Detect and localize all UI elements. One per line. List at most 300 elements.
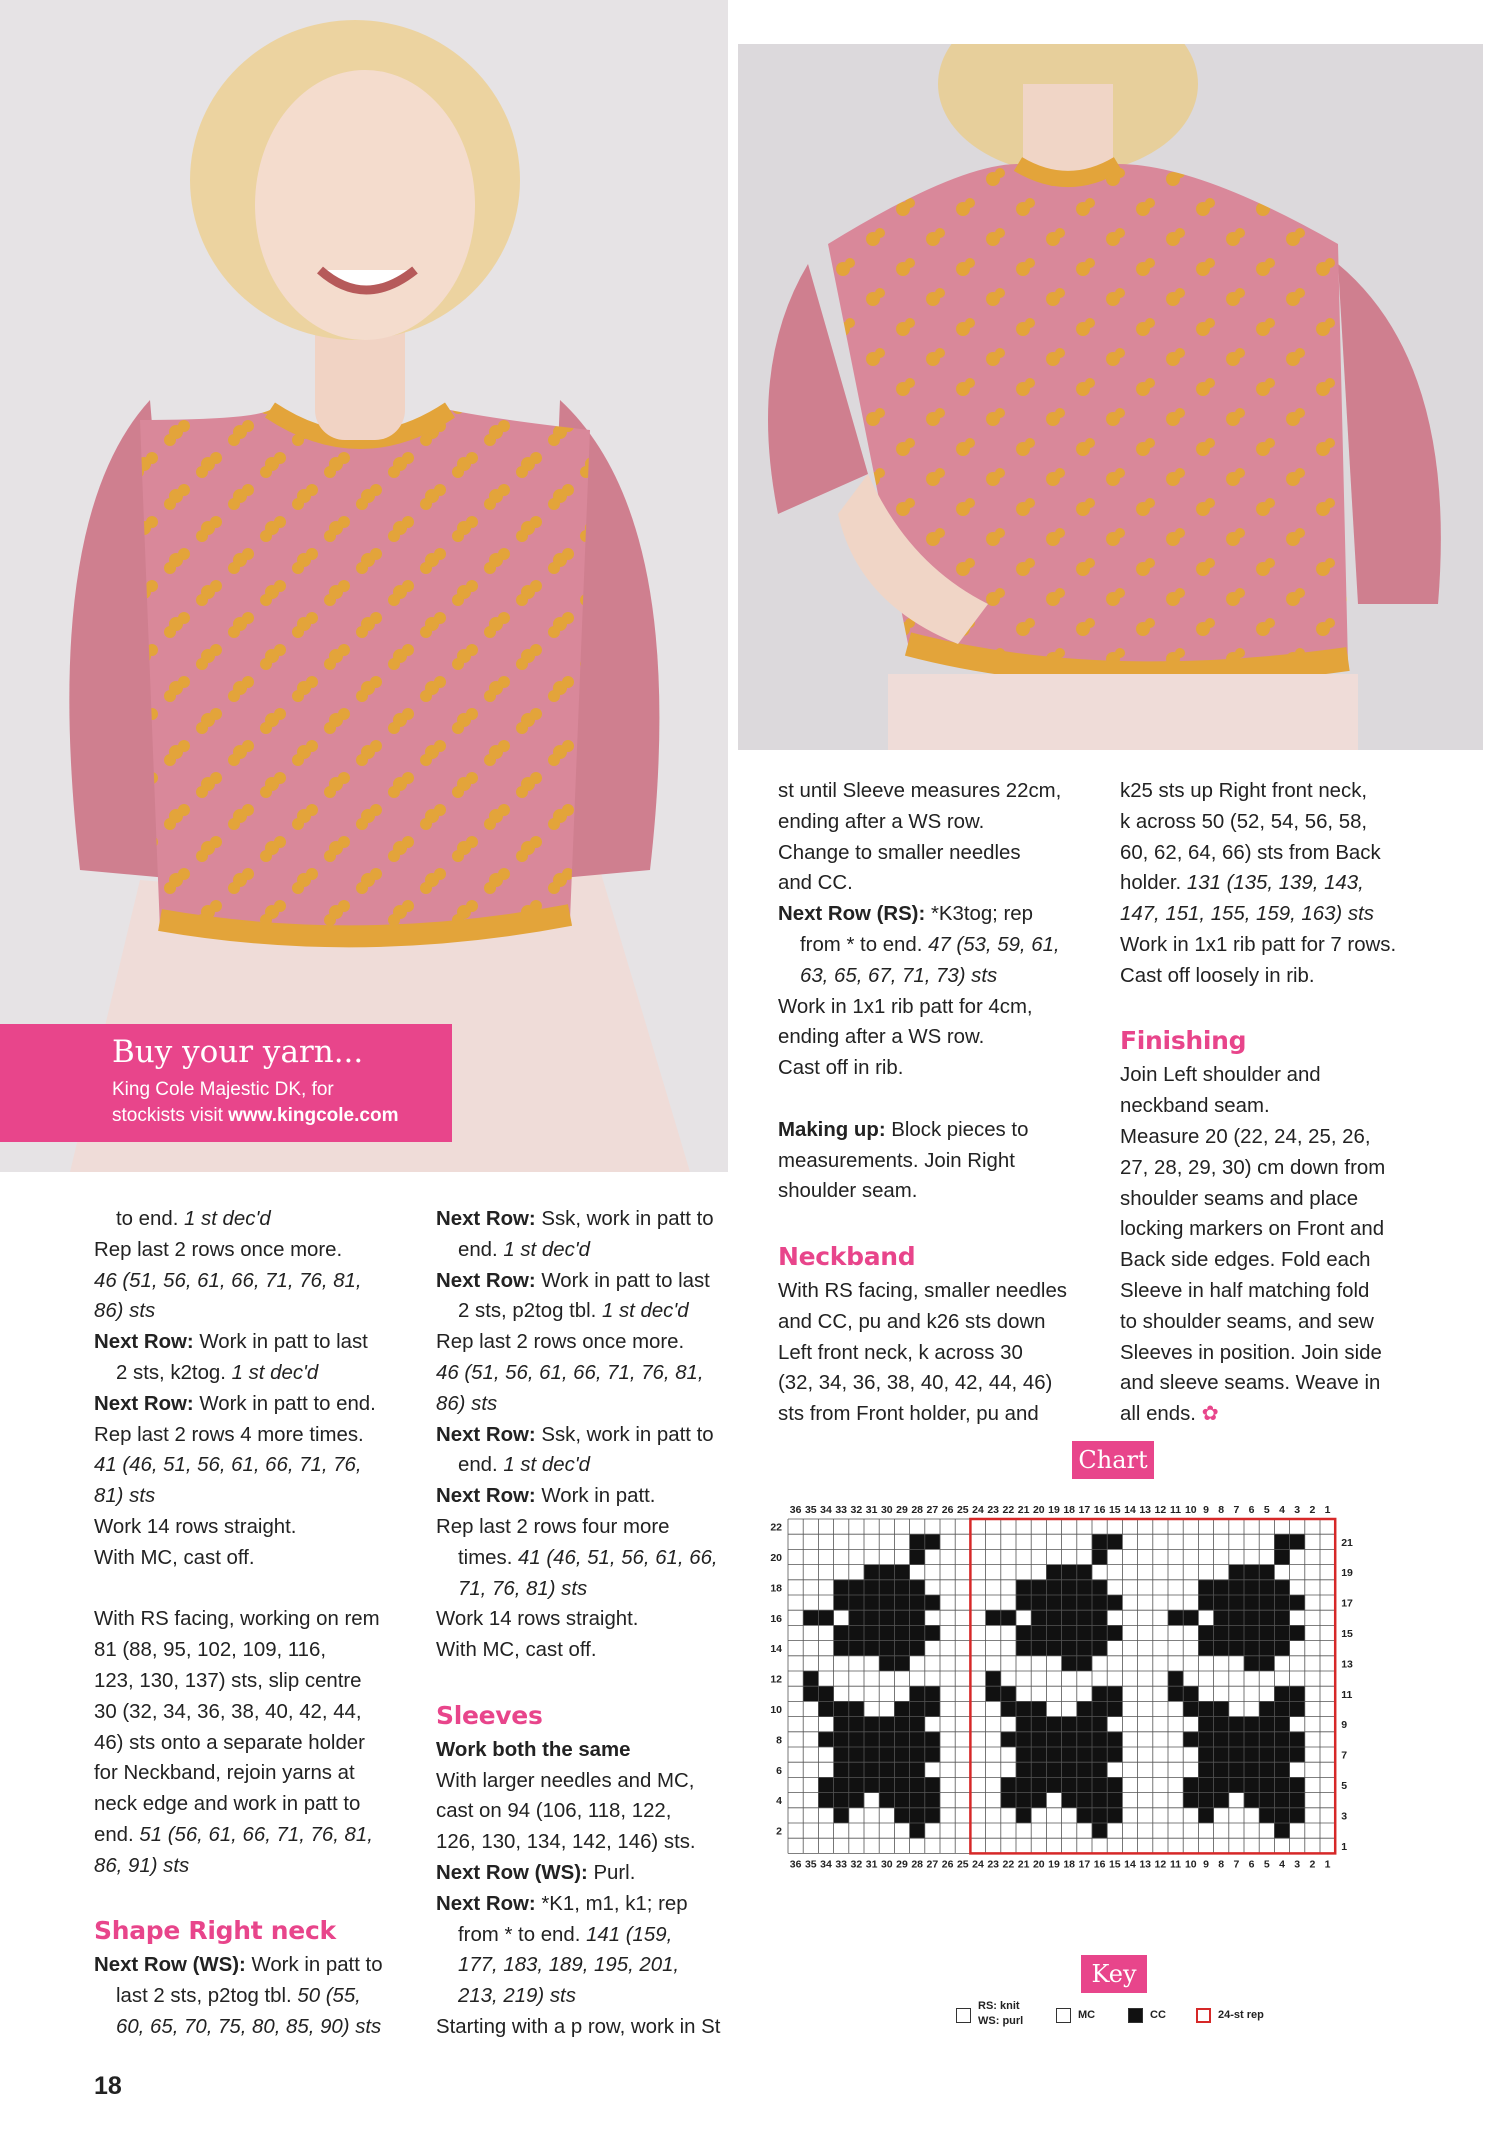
text-line [436,1827,756,1858]
chart-cc-cell [1229,1580,1244,1595]
chart-heading: Chart [1072,1441,1154,1479]
chart-cc-cell [1031,1747,1046,1762]
paragraph-gap [94,1574,414,1605]
text-line [778,1146,1098,1177]
chart-cc-cell [986,1671,1001,1686]
chart-cc-cell [1259,1747,1274,1762]
chart-cc-cell [1092,1580,1107,1595]
chart-cc-cell [1168,1610,1183,1625]
chart-cc-cell [1031,1777,1046,1792]
chart-column-label: 19 [1048,1504,1060,1516]
text-line [94,1358,414,1389]
chart-cc-cell [1259,1762,1274,1777]
chart-cc-cell [1259,1580,1274,1595]
chart-cc-cell [1031,1717,1046,1732]
chart-cc-cell [1259,1610,1274,1625]
chart-cc-cell [1062,1793,1077,1808]
chart-column-label: 17 [1078,1858,1091,1871]
text-segment: st until Sleeve measures 22cm, [778,780,1062,802]
chart-cc-cell [910,1732,925,1747]
chart-cc-cell [894,1793,909,1808]
chart-cc-cell [1244,1656,1259,1671]
chart-cc-cell [1274,1793,1289,1808]
chart-cc-cell [834,1793,849,1808]
text-segment: from * to end. [800,933,929,956]
chart-cc-cell [1214,1580,1229,1595]
chart-column-label: 12 [1154,1858,1167,1871]
chart-cc-cell [1046,1717,1061,1732]
chart-cc-cell [910,1747,925,1762]
text-segment: 1 st dec'd [503,1238,590,1261]
text-segment: Cast off in rib. [778,1057,904,1080]
text-segment: Next Row (WS): [436,1861,594,1884]
chart-cc-cell [849,1717,864,1732]
chart-cc-cell [1259,1808,1274,1823]
text-line [94,2012,414,2043]
chart-column-label: 10 [1184,1858,1197,1871]
chart-cc-cell [818,1732,833,1747]
chart-cc-cell [1107,1808,1122,1823]
chart-cc-cell [834,1595,849,1610]
text-line [1120,838,1440,869]
text-line [94,1635,414,1666]
chart-cc-cell [1244,1747,1259,1762]
chart-cc-cell [925,1686,940,1701]
section-heading [436,1697,756,1735]
chart-cc-cell [1229,1595,1244,1610]
text-segment: holder. [1120,872,1187,895]
text-segment: 2 sts, p2tog tbl. [458,1300,602,1323]
chart-column-label: 33 [835,1858,848,1871]
chart-cc-cell [1077,1747,1092,1762]
text-line [778,1338,1098,1369]
text-segment: Next Row: [94,1331,200,1354]
chart-cc-cell [1092,1808,1107,1823]
chart-cc-cell [1046,1777,1061,1792]
chart-cc-cell [1290,1808,1305,1823]
chart-cc-cell [1259,1793,1274,1808]
chart-cc-cell [1274,1762,1289,1777]
chart-cc-cell [910,1595,925,1610]
text-line [436,1950,756,1981]
chart-cc-cell [1046,1625,1061,1640]
text-segment: Work in 1x1 rib patt for 7 rows. [1120,933,1397,956]
text-line [1120,1399,1440,1430]
chart-cc-cell [1001,1701,1016,1716]
text-segment: 1 st dec'd [184,1208,271,1230]
text-line [436,1981,756,2012]
chart-cc-cell [1290,1701,1305,1716]
text-line [1120,1245,1440,1276]
yarn-website-link[interactable]: www.kingcole.com [228,1105,399,1126]
text-line [436,1543,756,1574]
text-line [94,1543,414,1574]
chart-cc-cell [894,1777,909,1792]
text-segment: 86) sts [436,1392,498,1415]
text-segment: Starting with a p row, work in St [436,2015,721,2038]
text-line [1120,899,1440,930]
chart-cc-cell [1001,1686,1016,1701]
chart-cc-cell [1229,1777,1244,1792]
text-segment: Neckband [778,1241,916,1271]
text-column-2 [436,1204,756,2043]
text-segment: Work 14 rows straight. [94,1515,297,1538]
chart-cc-cell [1183,1732,1198,1747]
chart-cc-cell [1077,1641,1092,1656]
buy-yarn-line: King Cole Majestic DK, for [112,1079,334,1100]
chart-cc-cell [1046,1565,1061,1580]
chart-cc-cell [1031,1580,1046,1595]
chart-cc-cell [1046,1610,1061,1625]
chart-cc-cell [1092,1762,1107,1777]
chart-cc-cell [834,1777,849,1792]
chart-cc-cell [834,1732,849,1747]
text-segment: 2 sts, k2tog. [116,1361,232,1384]
chart-row-label: 21 [1341,1536,1353,1549]
chart-column-label: 9 [1203,1858,1209,1871]
chart-cc-cell [910,1641,925,1656]
text-segment: 86) sts [94,1300,156,1323]
chart-column-label: 18 [1063,1858,1076,1871]
text-segment: last 2 sts, p2tog tbl. [116,1985,298,2008]
text-segment: With RS facing, smaller needles [778,1279,1067,1302]
chart-cc-cell [1244,1625,1259,1640]
text-line [778,838,1098,869]
chart-cc-cell [1274,1595,1289,1610]
chart-cc-cell [1062,1762,1077,1777]
text-line [94,1820,414,1851]
chart-column-label: 1 [1324,1504,1331,1516]
text-segment: 141 (159, [586,1923,673,1946]
chart-cc-cell [1274,1686,1289,1701]
text-segment: Next Row: [94,1392,200,1415]
chart-column-label: 35 [804,1504,817,1516]
chart-cc-cell [864,1732,879,1747]
chart-cc-cell [894,1762,909,1777]
text-segment: for Neckband, rejoin yarns at [94,1762,355,1785]
chart-cc-cell [1274,1747,1289,1762]
text-line [94,1450,414,1481]
chart-cc-cell [910,1549,925,1564]
chart-cc-cell [1198,1747,1213,1762]
chart-column-label: 5 [1263,1858,1270,1871]
text-segment: 71, 76, 81) sts [458,1577,588,1600]
chart-cc-cell [910,1777,925,1792]
key-swatch [1056,2008,1071,2023]
chart-cc-cell [1031,1610,1046,1625]
chart-column-label: 20 [1032,1504,1045,1516]
chart-cc-cell [849,1595,864,1610]
chart-column-label: 27 [926,1504,939,1516]
chart-cc-cell [1274,1549,1289,1564]
text-segment: end. [458,1238,504,1261]
chart-column-label: 25 [956,1504,969,1516]
chart-cc-cell [1107,1534,1122,1549]
text-segment: times. [458,1546,519,1569]
text-segment: and CC. [778,872,853,895]
chart-cc-cell [803,1671,818,1686]
chart-cc-cell [879,1762,894,1777]
chart-cc-cell [1077,1565,1092,1580]
text-line [778,1399,1098,1430]
chart-cc-cell [1244,1762,1259,1777]
chart-cc-cell [1274,1641,1289,1656]
chart-cc-cell [1198,1777,1213,1792]
chart-cc-cell [1274,1625,1289,1640]
chart-column-label: 8 [1218,1504,1225,1516]
text-segment: Work in patt to last [199,1331,368,1354]
chart-cc-cell [925,1625,940,1640]
chart-cc-cell [879,1565,894,1580]
chart-cc-cell [910,1625,925,1640]
chart-cc-cell [864,1641,879,1656]
chart-row-label: 20 [770,1552,782,1564]
chart-cc-cell [1046,1762,1061,1777]
text-segment: (32, 34, 36, 38, 40, 42, 44, 46) [778,1372,1053,1395]
chart-column-label: 20 [1032,1858,1045,1871]
chart-cc-cell [910,1793,925,1808]
key-label: CC [1150,2009,1166,2021]
chart-cc-cell [1198,1793,1213,1808]
chart-column-label: 16 [1093,1504,1106,1516]
key-heading: Key [1081,1955,1147,1993]
chart-column-label: 7 [1233,1858,1240,1871]
chart-cc-cell [1077,1610,1092,1625]
chart-cc-cell [1244,1641,1259,1656]
chart-row-label: 8 [776,1734,782,1747]
text-line [778,1368,1098,1399]
text-segment: Sleeves in position. Join side [1120,1341,1382,1364]
chart-cc-cell [1259,1732,1274,1747]
chart-cc-cell [1092,1610,1107,1625]
chart-cc-cell [834,1717,849,1732]
chart-column-label: 9 [1203,1504,1209,1516]
chart-cc-cell [1198,1641,1213,1656]
chart-cc-cell [1259,1625,1274,1640]
chart-cc-cell [1214,1595,1229,1610]
text-line [1120,1153,1440,1184]
text-segment: from * to end. [458,1923,587,1946]
paragraph-gap [1120,992,1440,1023]
chart-cc-cell [910,1808,925,1823]
text-segment: Sleeves [436,1700,543,1730]
chart-cc-cell [849,1762,864,1777]
chart-cc-cell [925,1701,940,1716]
text-line [436,1735,756,1766]
chart-cc-cell [834,1580,849,1595]
text-segment: Next Row: [436,1485,542,1508]
chart-column-label: 3 [1294,1504,1301,1516]
chart-cc-cell [1016,1732,1031,1747]
chart-cc-cell [1244,1777,1259,1792]
chart-cc-cell [894,1580,909,1595]
chart-column-label: 23 [987,1504,1000,1516]
chart-column-label: 31 [865,1858,878,1871]
chart-cc-cell [1229,1610,1244,1625]
chart-cc-cell [1214,1641,1229,1656]
buy-yarn-prefix: stockists visit [112,1105,229,1126]
text-segment: Rep last 2 rows once more. [436,1331,685,1354]
chart-cc-cell [894,1747,909,1762]
chart-cc-cell [910,1762,925,1777]
text-line [94,1604,414,1635]
chart-column-label: 23 [987,1858,1000,1871]
chart-cc-cell [1092,1747,1107,1762]
chart-cc-cell [1031,1762,1046,1777]
chart-cc-cell [1077,1793,1092,1808]
chart-cc-cell [1031,1793,1046,1808]
chart-column-label: 27 [926,1858,939,1871]
chart-cc-cell [879,1732,894,1747]
text-segment: end. [94,1823,140,1846]
chart-column-label: 2 [1309,1858,1316,1871]
text-segment: With MC, cast off. [436,1639,597,1662]
chart-cc-cell [1183,1793,1198,1808]
text-segment: Finishing [1120,1026,1247,1056]
chart-column-label: 5 [1263,1504,1270,1516]
chart-cc-cell [1168,1686,1183,1701]
text-segment: k across 50 (52, 54, 56, 58, [1120,810,1368,833]
page-number: 18 [94,2072,122,2100]
chart-cc-cell [1244,1610,1259,1625]
chart-cc-cell [1198,1762,1213,1777]
text-segment: With larger needles and MC, [436,1769,695,1792]
paragraph-gap [778,1207,1098,1238]
text-line [94,1950,414,1981]
chart-cc-cell [849,1732,864,1747]
chart-cc-cell [849,1793,864,1808]
chart-cc-cell [1274,1732,1289,1747]
text-line [94,1728,414,1759]
chart-cc-cell [1016,1808,1031,1823]
chart-cc-cell [1001,1732,1016,1747]
chart-column-label: 29 [896,1858,908,1871]
text-segment: shoulder seams and place [1120,1187,1359,1210]
text-segment: all ends. [1120,1403,1202,1426]
paragraph-gap [436,1666,756,1697]
text-segment: Work in patt to [251,1954,383,1977]
chart-column-label: 28 [911,1504,924,1516]
chart-cc-cell [1214,1717,1229,1732]
text-line [436,1766,756,1797]
chart-column-label: 21 [1017,1858,1030,1871]
chart-column-label: 14 [1124,1858,1136,1871]
chart-cc-cell [1183,1610,1198,1625]
text-segment: 131 (135, 139, 143, [1186,872,1364,895]
text-segment: Block pieces to [891,1118,1029,1141]
text-line [778,807,1098,838]
text-segment: Work in patt. [541,1485,656,1508]
text-line [778,930,1098,961]
chart-cc-cell [1259,1565,1274,1580]
text-line [436,1481,756,1512]
chart-row-label: 5 [1341,1780,1348,1792]
chart-row-label: 14 [770,1643,782,1656]
text-line [778,1053,1098,1084]
text-segment: Ssk, work in patt to [541,1423,714,1446]
text-segment: With RS facing, working on rem [94,1608,380,1631]
text-line [94,1697,414,1728]
chart-cc-cell [1016,1595,1031,1610]
chart-cc-cell [1077,1625,1092,1640]
chart-cc-cell [1274,1534,1289,1549]
chart-cc-cell [1229,1747,1244,1762]
chart-cc-cell [1244,1793,1259,1808]
chart-cc-cell [1274,1701,1289,1716]
chart-cc-cell [1244,1595,1259,1610]
text-segment: Next Row: [436,1892,542,1915]
chart-cc-cell [834,1625,849,1640]
chart-cc-cell [1259,1656,1274,1671]
text-segment: Measure 20 (22, 24, 25, 26, [1120,1125,1371,1148]
text-line [94,1235,414,1266]
chart-cc-cell [1290,1747,1305,1762]
chart-cc-cell [1001,1777,1016,1792]
chart-cc-cell [910,1534,925,1549]
chart-cc-cell [894,1610,909,1625]
text-segment: Next Row (RS): [778,903,931,926]
chart-column-label: 11 [1170,1504,1182,1516]
text-segment: *K3tog; rep [930,903,1033,926]
chart-cc-cell [1016,1625,1031,1640]
text-segment: cast on 94 (106, 118, 122, [436,1800,672,1823]
text-segment: 46 (51, 56, 61, 66, 71, 76, 81, [94,1269,362,1292]
chart-cc-cell [1062,1625,1077,1640]
chart-cc-cell [1274,1808,1289,1823]
chart-cc-cell [1031,1701,1046,1716]
chart-cc-cell [1001,1610,1016,1625]
chart-cc-cell [879,1641,894,1656]
text-line [1120,1368,1440,1399]
chart-row-label: 4 [776,1795,782,1808]
text-segment: Work in patt to end. [199,1392,376,1415]
text-line [436,1420,756,1451]
text-line [94,1481,414,1512]
text-line [436,1512,756,1543]
chart-cc-cell [1244,1732,1259,1747]
chart-cc-cell [1077,1762,1092,1777]
chart-cc-cell [864,1625,879,1640]
chart-row-label: 17 [1341,1597,1353,1610]
chart-row-label: 19 [1341,1567,1353,1580]
chart-cc-cell [1077,1777,1092,1792]
chart-cc-cell [910,1686,925,1701]
text-segment: and CC, pu and k26 sts down [778,1310,1046,1333]
chart-cc-cell [803,1610,818,1625]
text-segment: Work 14 rows straight. [436,1608,639,1631]
text-line [778,1307,1098,1338]
chart-cc-cell [1016,1701,1031,1716]
end-flower-icon: ✿ [1201,1403,1219,1426]
chart-cc-cell [1046,1580,1061,1595]
text-segment: 81 (88, 95, 102, 109, 116, [94,1639,327,1662]
text-line [778,961,1098,992]
chart-cc-cell [864,1717,879,1732]
chart-row-label: 18 [770,1582,782,1595]
chart-cc-cell [1244,1717,1259,1732]
chart-cc-cell [864,1580,879,1595]
chart-cc-cell [1274,1823,1289,1838]
section-heading [778,1238,1098,1276]
chart-row-label: 9 [1341,1719,1348,1732]
text-line [94,1851,414,1882]
chart-cc-cell [925,1793,940,1808]
chart-cc-cell [1259,1701,1274,1716]
chart-cc-cell [879,1793,894,1808]
text-line [94,1981,414,2012]
text-line [94,1204,414,1235]
chart-cc-cell [1214,1610,1229,1625]
